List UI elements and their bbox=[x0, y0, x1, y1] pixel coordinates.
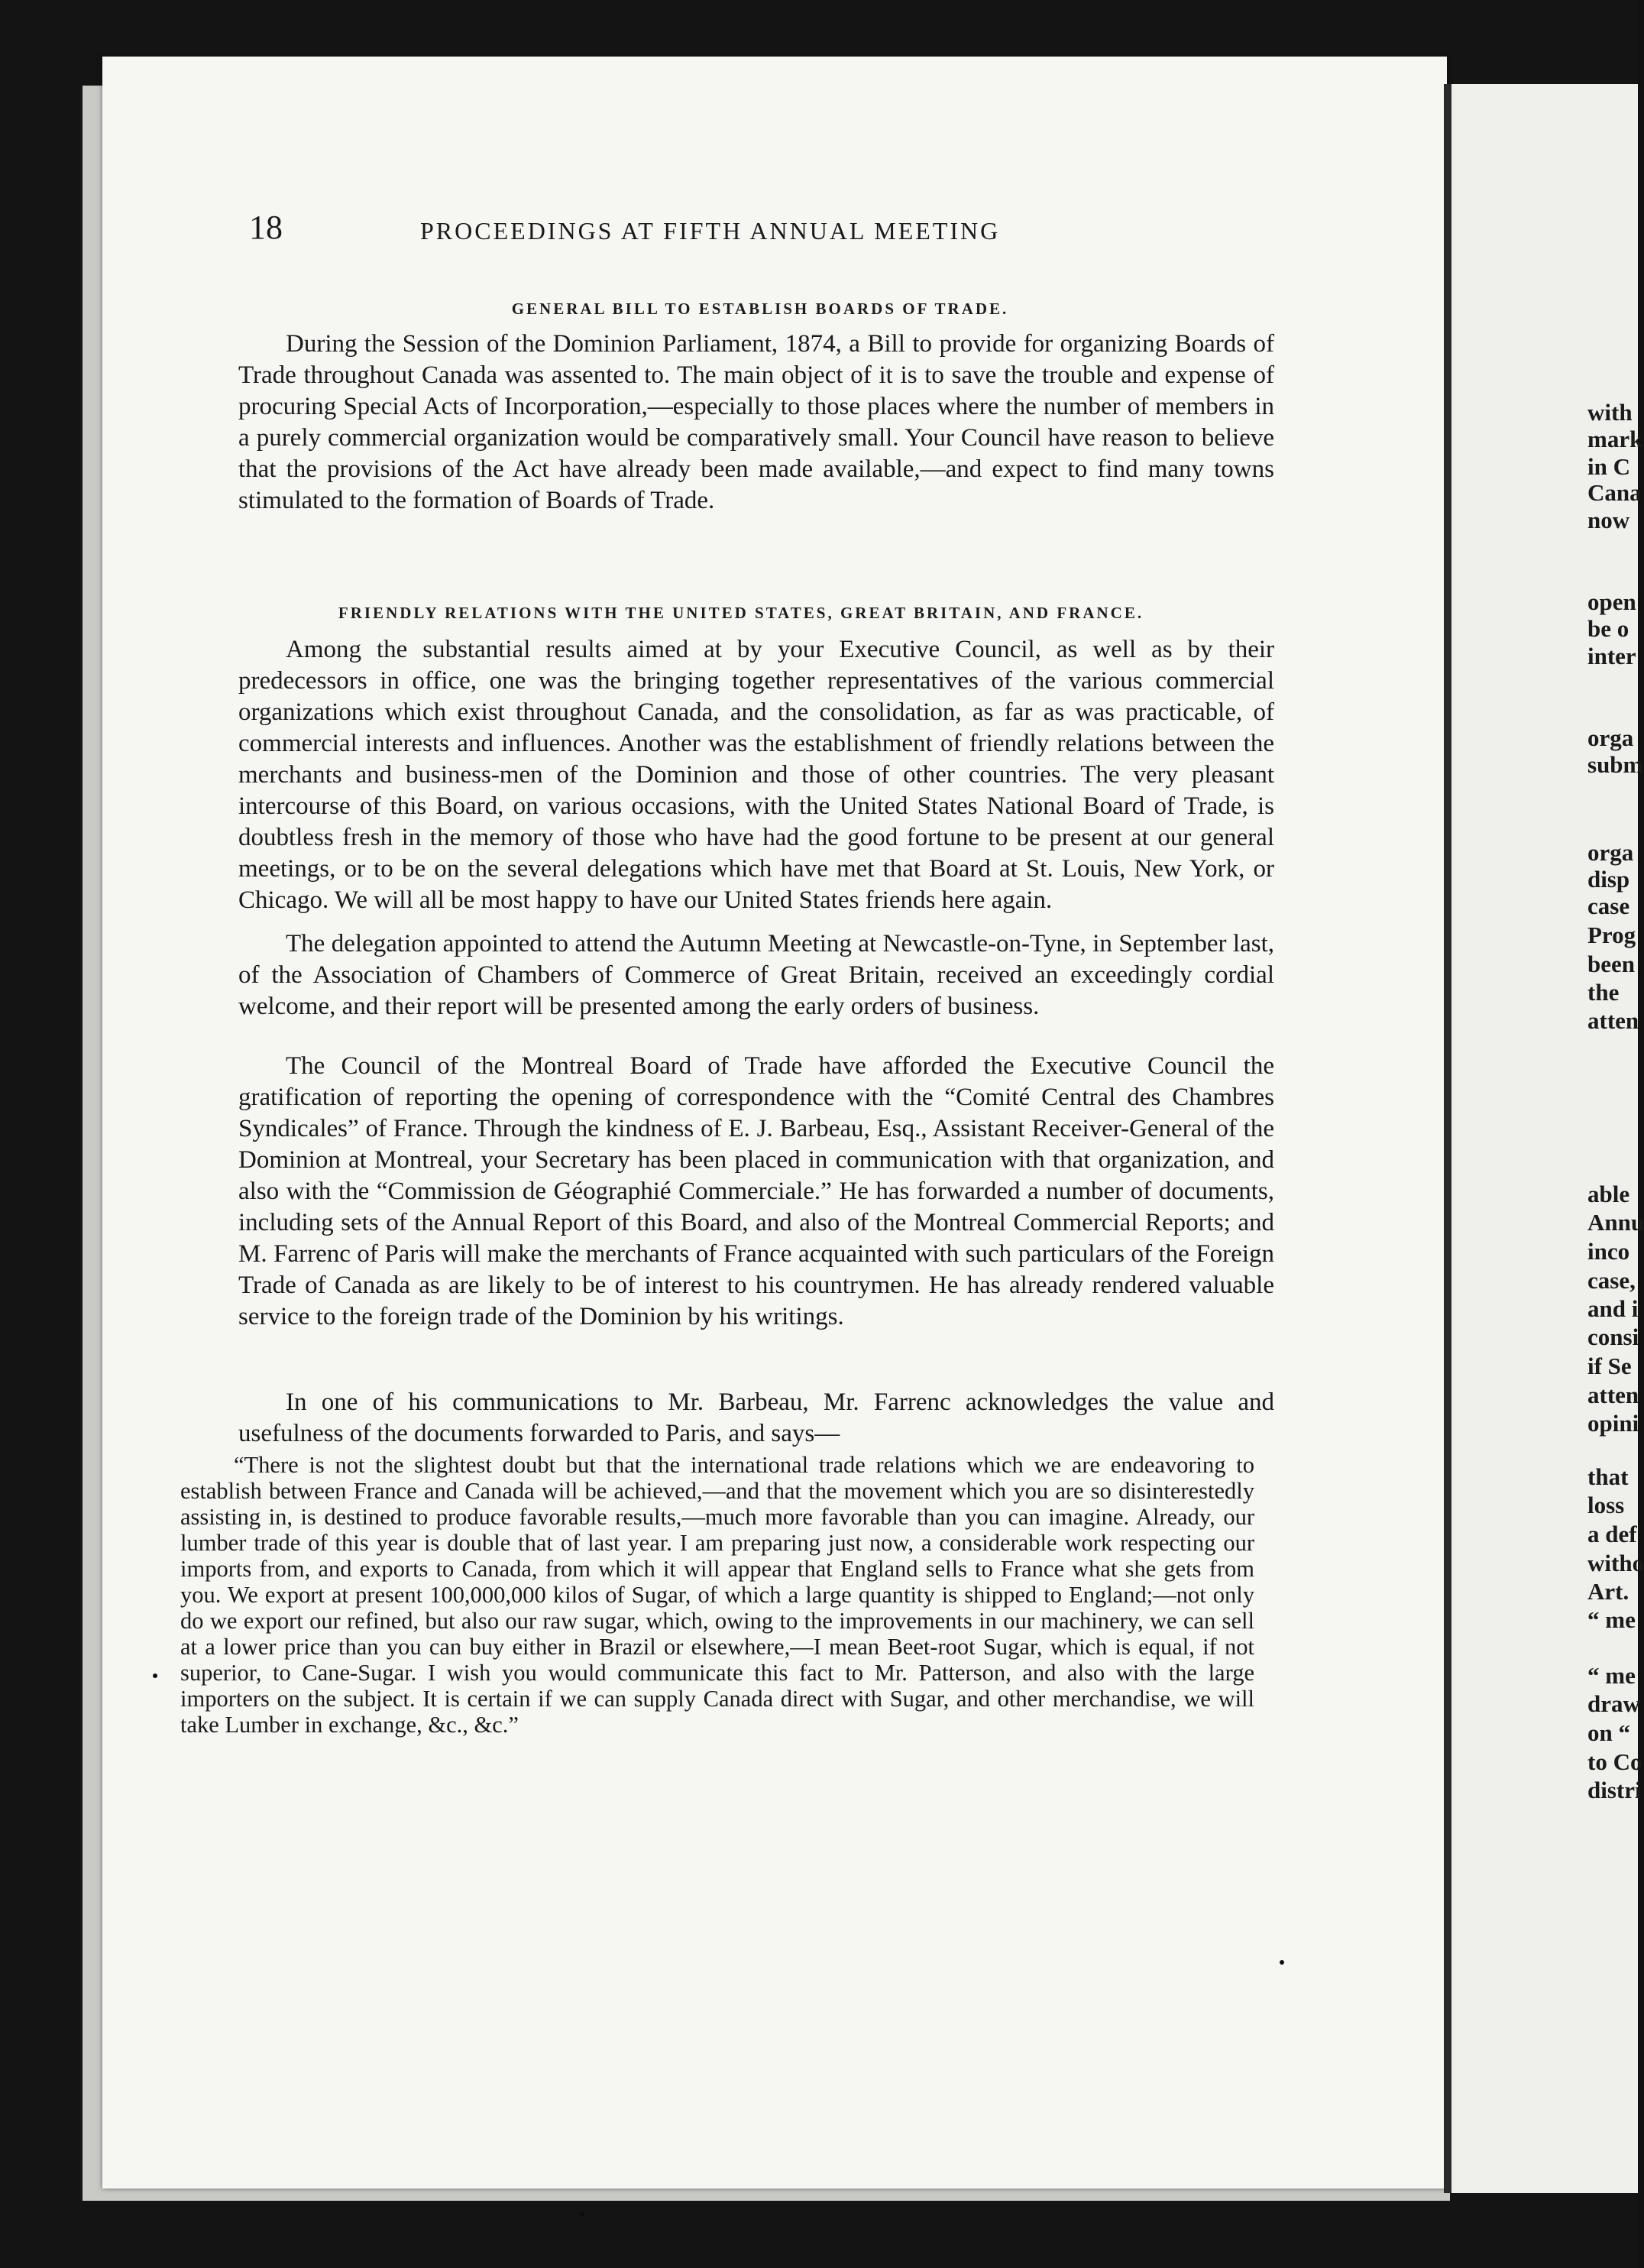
facing-page-line: “ me bbox=[1587, 1662, 1636, 1689]
facing-page-line: orga bbox=[1587, 839, 1634, 866]
facing-page-line: been bbox=[1587, 951, 1635, 977]
facing-page-line: mark bbox=[1587, 426, 1643, 452]
body-paragraph: Among the substantial results aimed at by your Executive Council, as well as by their predecessors in office, one was the bringing together representatives of the various commercial organizations which exist throughout Canada, and the consolidation, as far as was practicable, of commercial interests and influences. Another was the establishment of friendly relations between the merchants and business-men of the Dominion and those of other countries. The very pleasant intercourse of this Board, on various occasions, with the United States National Board of Trade, is doubtless fresh in the memory of those who have had the good fortune to be present at our general meetings, or to be on the several delegations which have met that Board at St. Louis, New York, or Chicago. We will all be most happy to have our United States friends here again. bbox=[238, 636, 1274, 914]
facing-page-line: be o bbox=[1587, 615, 1629, 642]
facing-page-line: subm bbox=[1587, 751, 1643, 778]
body-paragraph: The delegation appointed to attend the Autumn Meeting at Newcastle-on-Tyne, in September last, of the Association of Chambers of Commerce of Great Britain, received an exceedingly cordial welcome, and their report will be presented among the early orders of business. bbox=[238, 930, 1274, 1020]
body-paragraph: The Council of the Montreal Board of Trade have afforded the Executive Council the gratification of reporting the opening of correspondence with the “Comité Central des Chambres Syndicales” of France. Through the kindness of E. J. Barbeau, Esq., Assistant Receiver-General of the Dominion at Montreal, your Secretary has been placed in communication with that organization, and also with the “Commission de Géographié Commerciale.” He has forwarded a number of documents, including sets of the Annual Report of this Board, and also of the Montreal Commercial Reports; and M. Farrenc of Paris will make the merchants of France acquainted with such particulars of the Foreign Trade of Canada as are likely to be of interest to his countrymen. He has already rendered valuable service to the foreign trade of the Dominion by his writings. bbox=[238, 1052, 1274, 1330]
facing-page-line: Prog bbox=[1587, 922, 1636, 948]
facing-page-line: in C bbox=[1587, 453, 1630, 480]
body-paragraph: During the Session of the Dominion Parliament, 1874, a Bill to provide for organizing Boards of Trade throughout Canada was assented to. The main object of it is to save the trouble and expense of procuring Special Acts of Incorporation,—especially to those places where the number of members in a purely commercial organization would be comparatively small. Your Council have reason to believe that the provisions of the Act have already been made available,—and expect to find many towns stimulated to the formation of Boards of Trade. bbox=[238, 330, 1274, 514]
page-header bbox=[249, 208, 1219, 254]
facing-page-line: with bbox=[1587, 399, 1633, 426]
quote-paragraph: “There is not the slightest doubt but that the international trade relations which we are endeavoring to establish between France and Canada will be achieved,—and that the movement which you are so disinterestedly assisting in, is destined to produce favorable results,—much more favorable than you can imagine. Already, our lumber trade of this year is double that of last year. I am preparing just now, a considerable work respecting our imports from, and exports to Canada, from which it will appear that England sells to France what she gets from you. We export at present 100,000,000 kilos of Sugar, of which a large quantity is shipped to England;—not only do we export our refined, but also our raw sugar, which, owing to the improvements in our machinery, we can sell at a lower price than you can buy either in Brazil or elsewhere,—I mean Beet-root Sugar, which is equal, if not superior, to Cane-Sugar. I wish you would communicate this fact to Mr. Patterson, and also with the large importers on the subject. It is certain if we can supply Canada direct with Sugar, and other merchandise, we will take Lumber in exchange, &c., &c.” bbox=[180, 1452, 1254, 1738]
paragraph-barbeau bbox=[238, 1387, 1274, 1450]
facing-page-line: a def bbox=[1587, 1521, 1637, 1547]
facing-page-line: orga bbox=[1587, 724, 1634, 751]
page-number: 18 bbox=[249, 209, 283, 246]
facing-page-line: if Se bbox=[1587, 1353, 1632, 1379]
body-paragraph: In one of his communications to Mr. Barbeau, Mr. Farrenc acknowledges the value and usefulness of the documents forwarded to Paris, and says— bbox=[238, 1388, 1274, 1447]
facing-page-line: disp bbox=[1587, 866, 1630, 893]
scan-speck bbox=[1280, 1960, 1284, 1965]
facing-page-line: on “ bbox=[1587, 1719, 1630, 1746]
facing-page-line: to Co bbox=[1587, 1748, 1642, 1775]
facing-page-line: the bbox=[1587, 979, 1620, 1006]
facing-page-line: case bbox=[1587, 893, 1630, 919]
section-heading-friendly-relations: FRIENDLY RELATIONS WITH THE UNITED STATES, GREAT BRITAIN, AND FRANCE. bbox=[338, 604, 1144, 622]
facing-page-line: inco bbox=[1587, 1238, 1630, 1265]
facing-page-line: loss bbox=[1587, 1492, 1625, 1518]
page-gutter bbox=[1444, 84, 1451, 2193]
facing-page-line: and i bbox=[1587, 1295, 1639, 1322]
facing-page-line: case, bbox=[1587, 1267, 1636, 1294]
facing-page-line: open bbox=[1587, 588, 1636, 615]
paragraph-boards-of-trade bbox=[238, 329, 1274, 517]
facing-page-line: atten bbox=[1587, 1007, 1639, 1034]
paragraph-montreal-council bbox=[238, 1051, 1274, 1333]
facing-page-line: Cana bbox=[1587, 479, 1642, 506]
facing-page-line: that bbox=[1587, 1463, 1629, 1490]
facing-page-line: now bbox=[1587, 507, 1630, 533]
scan-speck bbox=[153, 1673, 157, 1678]
facing-page-line: witho bbox=[1587, 1550, 1644, 1576]
farrenc-quote bbox=[180, 1452, 1254, 1738]
facing-page-line: Annu bbox=[1587, 1209, 1644, 1236]
facing-page-line: draw bbox=[1587, 1690, 1640, 1717]
scan-speck bbox=[579, 2212, 585, 2216]
facing-page-line: able bbox=[1587, 1181, 1630, 1207]
facing-page-line: opini bbox=[1587, 1410, 1639, 1437]
facing-page-line: distri bbox=[1587, 1777, 1642, 1803]
facing-page-line: Art. bbox=[1587, 1578, 1629, 1605]
running-head: PROCEEDINGS AT FIFTH ANNUAL MEETING bbox=[420, 217, 1001, 245]
section-heading-boards-of-trade: GENERAL BILL TO ESTABLISH BOARDS OF TRADE. bbox=[511, 300, 1009, 318]
facing-page-line: “ me bbox=[1587, 1606, 1636, 1633]
paragraph-friendly-relations bbox=[238, 634, 1274, 916]
facing-page-line: atten bbox=[1587, 1382, 1639, 1408]
paragraph-delegation bbox=[238, 928, 1274, 1022]
facing-page-line: consi bbox=[1587, 1324, 1639, 1350]
facing-page-line: inter bbox=[1587, 643, 1636, 669]
